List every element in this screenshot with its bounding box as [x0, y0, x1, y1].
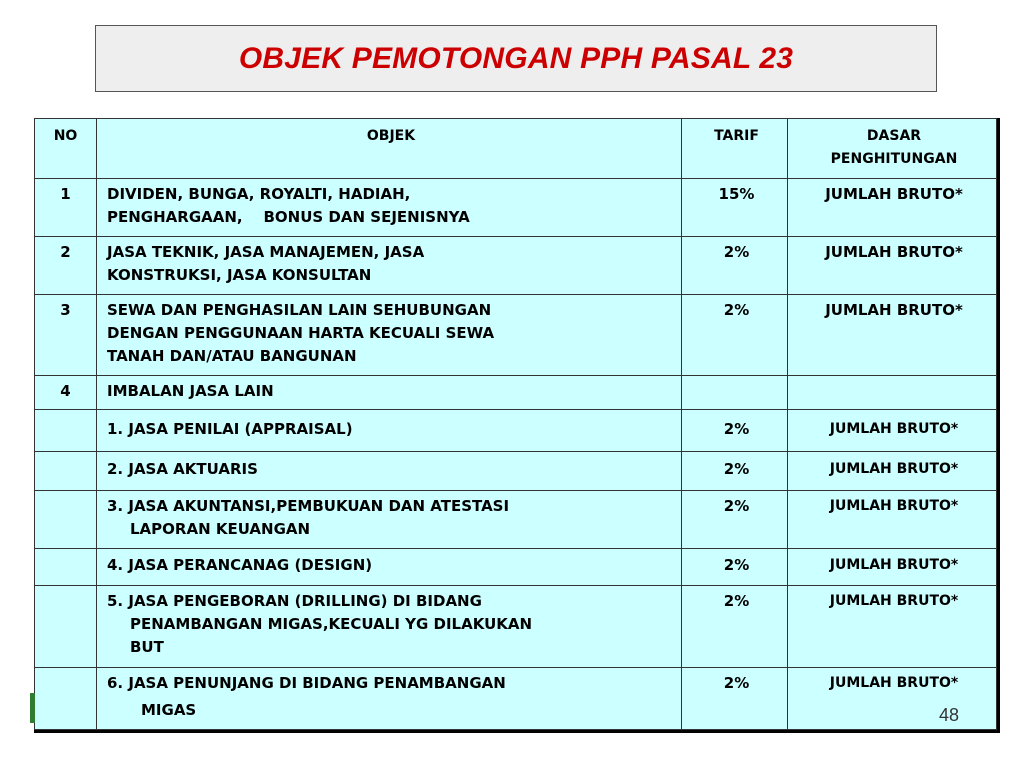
row-tarif: 2% — [682, 668, 788, 730]
row-tarif: 2% — [682, 237, 788, 295]
row-objek — [97, 237, 682, 295]
objek-line: BUT — [130, 638, 164, 656]
objek-line: PENGHARGAAN, BONUS DAN SEJENISNYA — [107, 208, 470, 226]
header-tarif: TARIF — [682, 119, 788, 179]
row-objek — [97, 586, 682, 668]
header-objek: OBJEK — [97, 119, 682, 179]
row-objek — [97, 295, 682, 376]
row-no-empty — [35, 491, 97, 549]
header-dasar-line2: PENGHITUNGAN — [830, 151, 958, 167]
table-subrow — [35, 586, 997, 668]
objek-line: DIVIDEN, BUNGA, ROYALTI, HADIAH, — [107, 185, 411, 203]
row-no-empty — [35, 410, 97, 452]
header-dasar — [788, 119, 997, 179]
objek-line: DENGAN PENGGUNAAN HARTA KECUALI SEWA — [107, 324, 495, 342]
row-dasar: JUMLAH BRUTO* — [788, 491, 997, 549]
objek-line: JASA TEKNIK, JASA MANAJEMEN, JASA — [107, 243, 425, 261]
table-subrow — [35, 668, 997, 730]
objek-line: KONSTRUKSI, JASA KONSULTAN — [107, 266, 372, 284]
row-dasar — [788, 376, 997, 410]
objek-line: PENAMBANGAN MIGAS,KECUALI YG DILAKUKAN — [130, 615, 533, 633]
table-subrow — [35, 452, 997, 491]
row-no: 1 — [35, 179, 97, 237]
header-row — [35, 119, 997, 179]
row-tarif: 2% — [682, 410, 788, 452]
title-box — [95, 25, 937, 92]
row-dasar: JUMLAH BRUTO* — [788, 452, 997, 491]
row-dasar: JUMLAH BRUTO* — [788, 549, 997, 586]
row-no: 3 — [35, 295, 97, 376]
row-no-empty — [35, 586, 97, 668]
row-objek: 1. JASA PENILAI (APPRAISAL) — [97, 410, 682, 452]
header-no: NO — [35, 119, 97, 179]
row-tarif: 2% — [682, 549, 788, 586]
table-subrow — [35, 491, 997, 549]
table-row — [35, 179, 997, 237]
row-dasar: JUMLAH BRUTO* — [788, 237, 997, 295]
row-no-empty — [35, 452, 97, 491]
objek-line: TANAH DAN/ATAU BANGUNAN — [107, 347, 357, 365]
row-tarif: 2% — [682, 586, 788, 668]
table-wrapper — [34, 118, 1000, 733]
row-dasar: JUMLAH BRUTO* — [788, 586, 997, 668]
objek-line: SEWA DAN PENGHASILAN LAIN SEHUBUNGAN — [107, 301, 492, 319]
slide-title: OBJEK PEMOTONGAN PPH PASAL 23 — [238, 41, 794, 75]
row-objek: IMBALAN JASA LAIN — [97, 376, 682, 410]
objek-line: 6. JASA PENUNJANG DI BIDANG PENAMBANGAN — [107, 674, 506, 692]
header-dasar-line1: DASAR — [866, 128, 922, 144]
row-tarif: 2% — [682, 491, 788, 549]
row-tarif: 2% — [682, 295, 788, 376]
row-tarif: 2% — [682, 452, 788, 491]
row-no: 4 — [35, 376, 97, 410]
row-no: 2 — [35, 237, 97, 295]
objek-line: MIGAS — [141, 701, 197, 719]
pph23-table — [34, 118, 997, 730]
row-no-empty — [35, 549, 97, 586]
row-objek — [97, 668, 682, 730]
row-dasar: JUMLAH BRUTO* — [788, 295, 997, 376]
table-subrow — [35, 410, 997, 452]
row-dasar: JUMLAH BRUTO* — [788, 410, 997, 452]
row-dasar: JUMLAH BRUTO* — [788, 179, 997, 237]
row-objek — [97, 491, 682, 549]
row-objek: 2. JASA AKTUARIS — [97, 452, 682, 491]
row-dasar: JUMLAH BRUTO* — [788, 668, 997, 730]
table-row — [35, 295, 997, 376]
table-row — [35, 376, 997, 410]
row-objek — [97, 179, 682, 237]
row-objek: 4. JASA PERANCANAG (DESIGN) — [97, 549, 682, 586]
objek-line: 3. JASA AKUNTANSI,PEMBUKUAN DAN ATESTASI — [107, 497, 510, 515]
row-tarif — [682, 376, 788, 410]
table-subrow — [35, 549, 997, 586]
page-number: 48 — [939, 705, 960, 725]
objek-line: 5. JASA PENGEBORAN (DRILLING) DI BIDANG — [107, 592, 482, 610]
row-tarif: 15% — [682, 179, 788, 237]
row-no-empty — [35, 668, 97, 730]
objek-line: LAPORAN KEUANGAN — [130, 520, 311, 538]
table-row — [35, 237, 997, 295]
decorative-green-bar — [30, 693, 35, 723]
